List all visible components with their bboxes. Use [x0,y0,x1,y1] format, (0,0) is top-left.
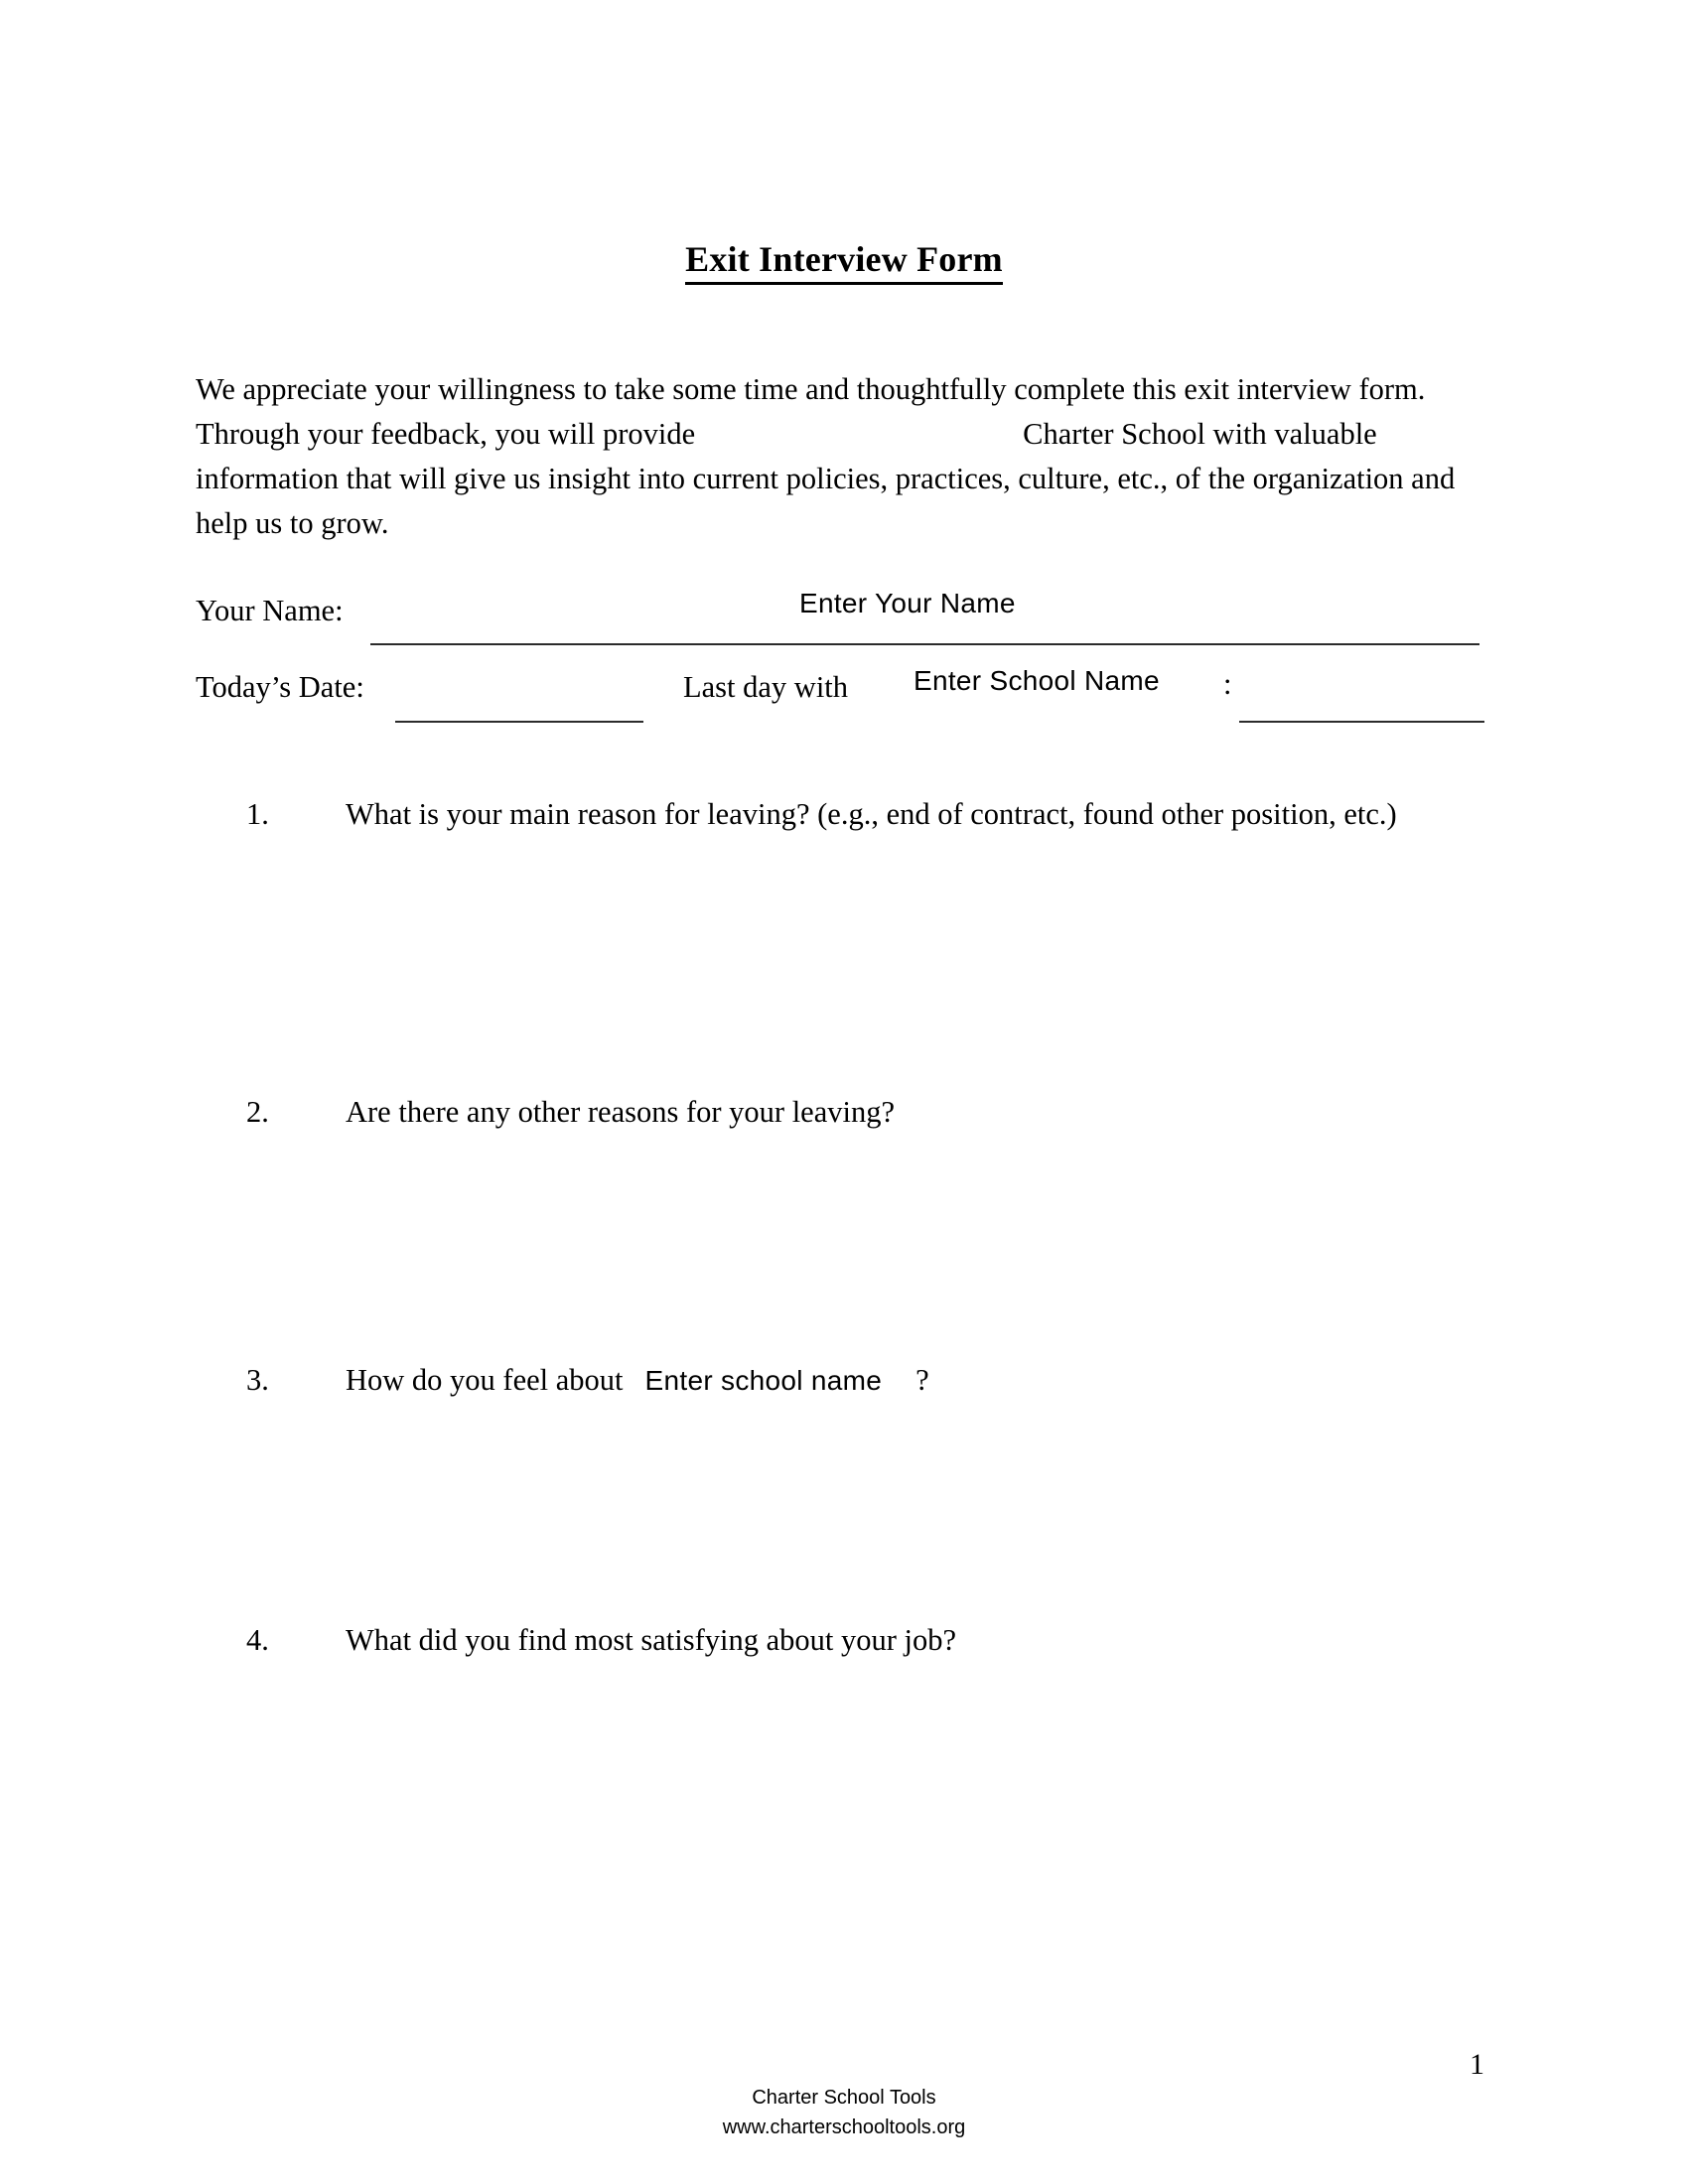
intro-text-before-blank: We appreciate your willingness to take some time and thoughtfully complete this exit interview form. Through your feedback, you will provide [196,372,1426,451]
question-3-text-before: How do you feel about [346,1363,624,1397]
question-3-school-placeholder[interactable]: Enter school name [644,1365,883,1396]
question-1-number: 1. [246,797,269,831]
name-label: Your Name: [196,594,344,627]
question-4-text: What did you find most satisfying about your job? [346,1623,957,1657]
page-number: 1 [1470,2048,1484,2081]
page-title-text: Exit Interview Form [685,239,1003,285]
page-footer [0,2083,1688,2142]
name-input-placeholder[interactable]: Enter Your Name [799,588,1016,618]
question-1 [246,792,1487,837]
name-field-row [196,591,344,630]
footer-website: www.charterschooltools.org [722,2116,966,2138]
date-input-underline[interactable] [395,721,643,723]
date-field-row [196,667,364,707]
question-4-number: 4. [246,1623,269,1657]
question-3-text-after: ? [915,1363,929,1397]
question-2-text: Are there any other reasons for your leaving? [346,1095,896,1129]
last-day-colon: : [1223,667,1232,701]
date-label: Today’s Date: [196,670,364,704]
question-3-number: 3. [246,1363,269,1397]
question-4 [246,1618,1487,1663]
intro-paragraph [196,367,1477,546]
page-title [0,238,1688,280]
name-input-underline[interactable] [370,643,1479,645]
question-2 [246,1090,1487,1135]
last-day-input-underline[interactable] [1239,721,1484,723]
footer-organization: Charter School Tools [752,2087,936,2109]
question-1-text: What is your main reason for leaving? (e.g., end of contract, found other position, etc.) [346,797,1397,831]
school-name-input-placeholder[interactable]: Enter School Name [914,665,1160,696]
question-2-number: 2. [246,1095,269,1129]
last-day-label: Last day with [683,670,849,704]
intro-text-after-blank: Charter School with valuable information that will give us insight into current policies, practices, culture, etc., of the organization and help us to grow. [196,417,1456,540]
question-3-text [346,1358,1487,1403]
question-3 [246,1358,1487,1403]
